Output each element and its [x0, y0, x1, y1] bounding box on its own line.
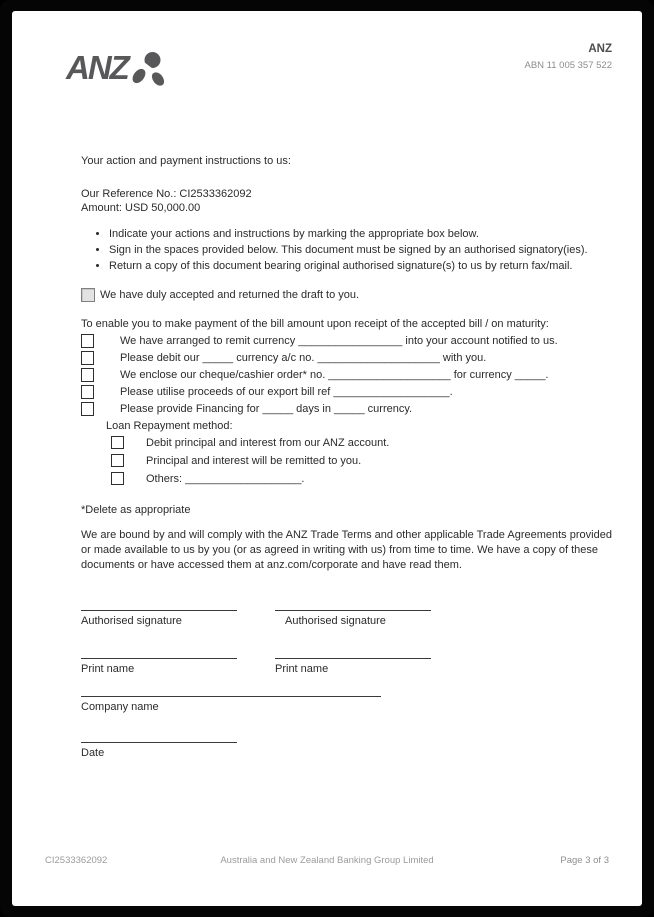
- remit-principal-checkbox[interactable]: [111, 454, 124, 467]
- option-label: Principal and interest will be remitted to you.: [146, 455, 362, 467]
- remit-currency-checkbox[interactable]: [81, 334, 94, 348]
- footer-reference: CI2533362092: [45, 855, 108, 866]
- signature-field: [275, 610, 431, 628]
- signature-line: [275, 610, 431, 611]
- debit-account-checkbox[interactable]: [81, 351, 94, 365]
- date-line: [81, 742, 237, 743]
- print-name-label: Print name: [275, 663, 329, 675]
- header-brand: ANZ: [588, 43, 612, 55]
- print-name-row: [81, 658, 612, 676]
- reference-block: [81, 187, 612, 215]
- option-label: We enclose our cheque/cashier order* no. ____________________ for currency _____.: [120, 369, 549, 381]
- anz-logo: [66, 49, 165, 90]
- signature-field: [81, 610, 237, 628]
- company-name-row: [81, 696, 612, 714]
- reference-number: Our Reference No.: CI2533362092: [81, 188, 252, 200]
- loan-repayment-options: [81, 436, 612, 486]
- payment-section-title: To enable you to make payment of the bill amount upon receipt of the accepted bill / on maturity:: [81, 318, 549, 330]
- loan-repayment-title: Loan Repayment method:: [106, 420, 233, 432]
- terms-paragraph: We are bound by and will comply with the ANZ Trade Terms and other applicable Trade Agreements provided or made available to us by you (or as agreed in writing with us) from time to time. We have a copy of these documents or have accessed them at anz.com/corporate and have read them.: [81, 529, 612, 571]
- anz-person-icon: [131, 50, 165, 90]
- delete-note: *Delete as appropriate: [81, 504, 191, 516]
- amount-line: Amount: USD 50,000.00: [81, 202, 201, 214]
- authorised-signature-row: [81, 610, 612, 628]
- bullet-item: • Indicate your actions and instructions by marking the appropriate box below.: [109, 226, 612, 242]
- debit-principal-checkbox[interactable]: [111, 436, 124, 449]
- instructions-title: Your action and payment instructions to us:: [81, 155, 291, 167]
- bullet-item: • Sign in the spaces provided below. This document must be signed by an authorised signatory(ies).: [109, 242, 612, 258]
- loan-option-row: [111, 436, 612, 450]
- payment-option-row: [81, 402, 612, 416]
- print-name-line: [275, 658, 431, 659]
- header-right: [524, 43, 612, 73]
- company-name-line: [81, 696, 381, 697]
- payment-options: [81, 334, 612, 416]
- option-label: Debit principal and interest from our ANZ account.: [146, 437, 390, 449]
- payment-option-row: [81, 351, 612, 365]
- anz-logo-text: ANZ: [66, 49, 128, 86]
- option-label: Please provide Financing for _____ days in _____ currency.: [120, 403, 413, 415]
- option-label: Others: ___________________.: [146, 473, 305, 485]
- financing-checkbox[interactable]: [81, 402, 94, 416]
- print-name-line: [81, 658, 237, 659]
- export-bill-checkbox[interactable]: [81, 385, 94, 399]
- payment-option-row: [81, 385, 612, 399]
- signature-line: [81, 610, 237, 611]
- loan-option-row: [111, 472, 612, 486]
- bullet-item: • Return a copy of this document bearing original authorised signature(s) to us by return fax/mail.: [109, 258, 612, 274]
- date-label: Date: [81, 747, 105, 759]
- loan-option-row: [111, 454, 612, 468]
- print-name-label: Print name: [81, 663, 135, 675]
- accepted-draft-label: We have duly accepted and returned the draft to you.: [100, 289, 360, 301]
- company-name-field: [81, 696, 381, 714]
- accepted-draft-checkbox[interactable]: [81, 288, 95, 302]
- company-name-label: Company name: [81, 701, 159, 713]
- print-name-field: [81, 658, 237, 676]
- instruction-bullets: [81, 226, 612, 274]
- signature-section: [81, 610, 612, 760]
- option-label: Please utilise proceeds of our export bill ref ___________________.: [120, 386, 453, 398]
- others-checkbox[interactable]: [111, 472, 124, 485]
- signature-label: Authorised signature: [285, 615, 386, 627]
- footer-company: Australia and New Zealand Banking Group Limited: [220, 855, 434, 866]
- date-row: [81, 742, 612, 760]
- date-field: [81, 742, 237, 760]
- accepted-draft-row: [81, 288, 612, 302]
- document-page: [12, 11, 642, 906]
- option-label: We have arranged to remit currency _________________ into your account notified to us.: [120, 335, 558, 347]
- payment-option-row: [81, 368, 612, 382]
- signature-label: Authorised signature: [81, 615, 182, 627]
- option-label: Please debit our _____ currency a/c no. ____________________ with you.: [120, 352, 487, 364]
- page-footer: [45, 854, 609, 868]
- header-abn: ABN 11 005 357 522: [524, 60, 612, 71]
- footer-page-number: Page 3 of 3: [560, 855, 609, 866]
- page-header: [66, 39, 612, 90]
- payment-option-row: [81, 334, 612, 348]
- cheque-order-checkbox[interactable]: [81, 368, 94, 382]
- print-name-field: [275, 658, 431, 676]
